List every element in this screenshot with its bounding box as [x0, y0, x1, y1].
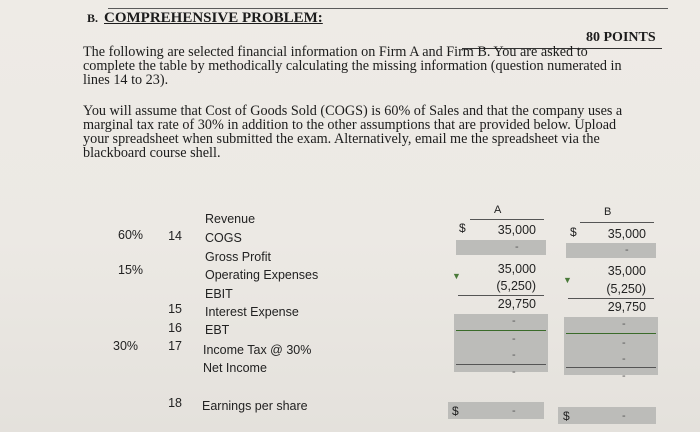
row-label-gross-profit: Gross Profit [205, 250, 271, 264]
total-rule-b [566, 367, 656, 368]
dash-net-income-a: - [512, 366, 516, 378]
ebit-b: 29,750 [607, 300, 646, 314]
green-rule-a [456, 330, 546, 331]
question-number-cogs: 14 [168, 229, 182, 243]
pct-opex: 15% [118, 263, 144, 277]
row-label-net-income: Net Income [203, 361, 267, 375]
column-header-a: A [494, 204, 502, 216]
row-label-ebit: EBIT [205, 287, 233, 301]
assumption-line: marginal tax rate of 30% in addition to the other assumptions that are provided below. Upload [83, 117, 617, 133]
dash-cogs-a: - [515, 241, 519, 253]
dash-eps-a: - [512, 405, 516, 417]
question-number-ebt: 16 [168, 321, 182, 335]
row-label-revenue: Revenue [205, 212, 256, 226]
intro-line: complete the table by methodically calculating the missing information (question numerated in [83, 58, 622, 74]
opex-b: (5,250) [606, 282, 646, 296]
row-label-tax: Income Tax @ 30% [203, 343, 312, 357]
currency-revenue-b: $ [570, 225, 577, 239]
header-rule-a [470, 219, 544, 220]
dash-interest-a: - [512, 315, 516, 327]
gross-profit-a: 35,000 [497, 262, 536, 276]
question-number-eps: 18 [168, 396, 182, 410]
input-cell-cogs-a[interactable] [456, 240, 546, 255]
dash-eps-b: - [622, 410, 626, 422]
revenue-a: 35,000 [497, 223, 536, 237]
question-number-tax: 17 [168, 339, 182, 353]
section-title: COMPREHENSIVE PROBLEM: [104, 10, 323, 26]
currency-eps-a: $ [452, 404, 459, 418]
dash-tax-a: - [512, 349, 516, 361]
dash-interest-b: - [622, 318, 626, 330]
revenue-b: 35,000 [607, 227, 646, 241]
top-rule [108, 8, 668, 9]
assumption-line: your spreadsheet when submitted the exam. Alternatively, email me the spreadsheet via the [83, 131, 600, 147]
intro-paragraph [83, 45, 622, 87]
points-label: 80 POINTS [586, 30, 656, 45]
row-label-opex: Operating Expenses [205, 268, 319, 282]
assumption-line: You will assume that Cost of Goods Sold (COGS) is 60% of Sales and that the company uses a [83, 103, 623, 119]
green-rule-b [566, 333, 656, 334]
check-mark-icon: ▼ [452, 271, 461, 281]
total-rule-a [456, 364, 546, 365]
dash-ebt-a: - [512, 333, 516, 345]
currency-revenue-a: $ [459, 221, 466, 235]
intro-line: The following are selected financial information on Firm A and Firm B. You are asked to [83, 44, 588, 60]
column-header-b: B [604, 206, 612, 218]
dash-cogs-b: - [625, 244, 629, 256]
subtotal-rule-a [458, 295, 544, 296]
pct-cogs: 60% [118, 228, 144, 242]
intro-line: lines 14 to 23). [83, 72, 169, 88]
assumptions-paragraph [83, 104, 622, 160]
problem-heading [87, 10, 323, 27]
row-label-cogs: COGS [205, 231, 242, 245]
row-label-ebt: EBT [205, 323, 230, 337]
question-number-interest: 15 [168, 302, 182, 316]
dash-tax-b: - [622, 353, 626, 365]
opex-a: (5,250) [496, 279, 536, 293]
input-cell-eps-a[interactable] [448, 402, 544, 419]
pct-tax: 30% [113, 339, 139, 353]
header-rule-b [580, 222, 654, 223]
subtotal-rule-b [568, 298, 654, 299]
row-label-interest: Interest Expense [205, 305, 299, 319]
gross-profit-b: 35,000 [607, 264, 646, 278]
input-cell-eps-b[interactable] [558, 407, 656, 424]
ebit-a: 29,750 [497, 297, 536, 311]
dash-ebt-b: - [622, 337, 626, 349]
currency-eps-b: $ [563, 409, 570, 423]
assumption-line: blackboard course shell. [83, 145, 221, 161]
dash-net-income-b: - [622, 370, 626, 382]
section-label: B. [87, 11, 99, 25]
check-mark-icon: ▼ [563, 275, 572, 285]
input-cell-cogs-b[interactable] [566, 243, 656, 258]
row-label-eps: Earnings per share [202, 399, 308, 413]
